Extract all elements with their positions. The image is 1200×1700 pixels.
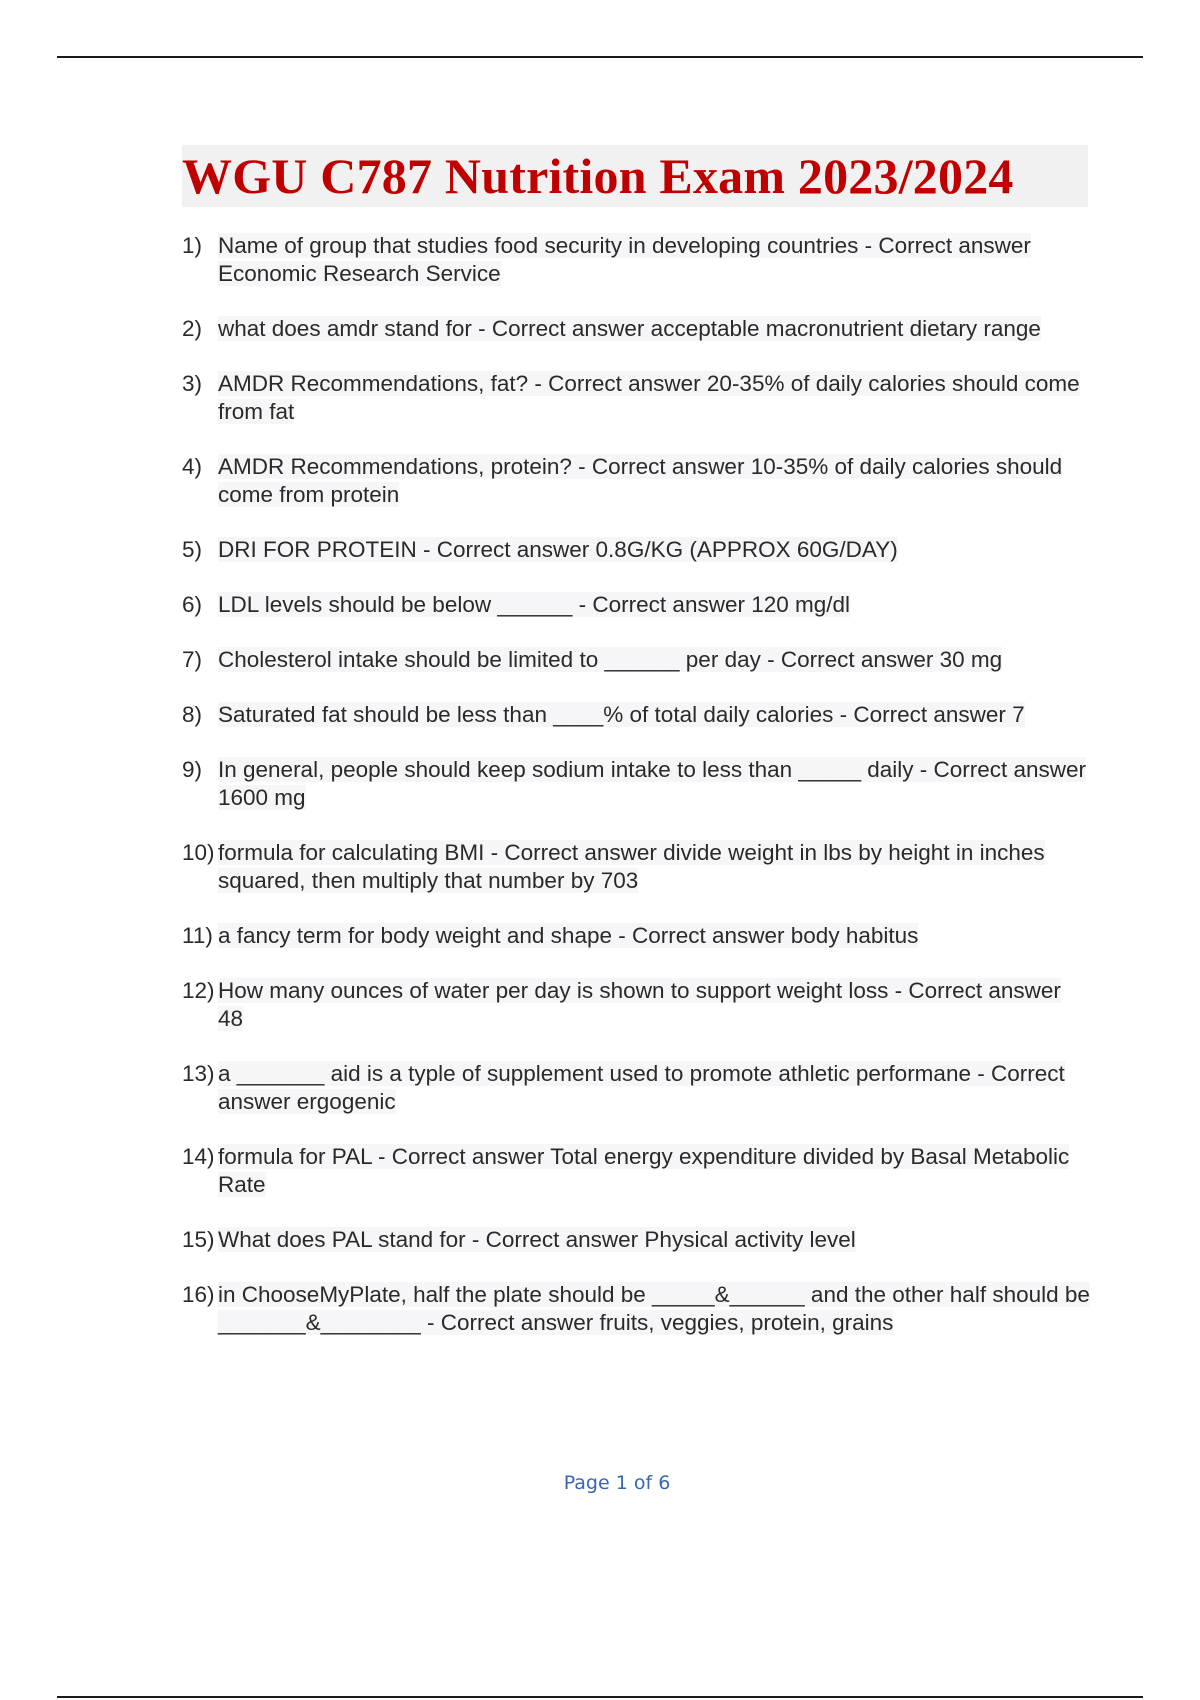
question-item [182,977,1092,1033]
question-text: In general, people should keep sodium intake to less than _____ daily - Correct answer 1600 mg [218,757,1087,810]
question-text: AMDR Recommendations, fat? - Correct answer 20-35% of daily calories should come from fat [218,371,1080,424]
question-item [182,646,1092,674]
question-text: formula for calculating BMI - Correct answer divide weight in lbs by height in inches squared, then multiply that number by 703 [218,840,1045,893]
question-number: 13) [182,1061,215,1086]
question-item [182,1226,1092,1254]
question-number: 6) [182,592,203,617]
question-text: what does amdr stand for - Correct answer acceptable macronutrient dietary range [218,316,1041,341]
question-text: in ChooseMyPlate, half the plate should be _____&______ and the other half should be _______&________ - Correct answer fruits, veggies, protein, grains [218,1282,1090,1335]
question-number: 4) [182,454,203,479]
question-number: 3) [182,371,203,396]
question-number: 5) [182,537,203,562]
question-item [182,756,1092,812]
top-rule [57,56,1143,58]
question-text: Cholesterol intake should be limited to ______ per day - Correct answer 30 mg [218,647,1003,672]
question-list [182,232,1092,1364]
question-item [182,1281,1092,1337]
question-number: 16) [182,1282,215,1307]
question-item [182,315,1092,343]
question-number: 12) [182,978,215,1003]
question-item [182,1143,1092,1199]
question-number: 9) [182,757,203,782]
document-title: WGU C787 Nutrition Exam 2023/2024 [182,148,1014,204]
question-item [182,232,1092,288]
question-text: What does PAL stand for - Correct answer Physical activity level [218,1227,856,1252]
question-text: LDL levels should be below ______ - Correct answer 120 mg/dl [218,592,851,617]
question-text: Saturated fat should be less than ____% of total daily calories - Correct answer 7 [218,702,1025,727]
question-number: 11) [182,923,213,948]
question-item [182,839,1092,895]
question-item [182,536,1092,564]
question-number: 2) [182,316,203,341]
question-text: AMDR Recommendations, protein? - Correct answer 10-35% of daily calories should come from protein [218,454,1063,507]
question-item [182,370,1092,426]
question-text: How many ounces of water per day is shown to support weight loss - Correct answer 48 [218,978,1061,1031]
question-item [182,591,1092,619]
page-number: Page 1 of 6 [563,1472,671,1494]
question-number: 10) [182,840,215,865]
question-item [182,1060,1092,1116]
question-number: 8) [182,702,203,727]
question-number: 1) [182,233,203,258]
bottom-rule [57,1696,1143,1698]
question-text: Name of group that studies food security in developing countries - Correct answer Economic Research Service [218,233,1031,286]
question-text: a _______ aid is a typle of supplement used to promote athletic performane - Correct answer ergogenic [218,1061,1065,1114]
question-item [182,453,1092,509]
question-text: DRI FOR PROTEIN - Correct answer 0.8G/KG (APPROX 60G/DAY) [218,537,898,562]
question-item [182,701,1092,729]
question-number: 15) [182,1227,215,1252]
question-number: 7) [182,647,203,672]
question-number: 14) [182,1144,215,1169]
question-text: a fancy term for body weight and shape - Correct answer body habitus [218,923,919,948]
question-item [182,922,1092,950]
question-text: formula for PAL - Correct answer Total energy expenditure divided by Basal Metabolic Rate [218,1144,1070,1197]
